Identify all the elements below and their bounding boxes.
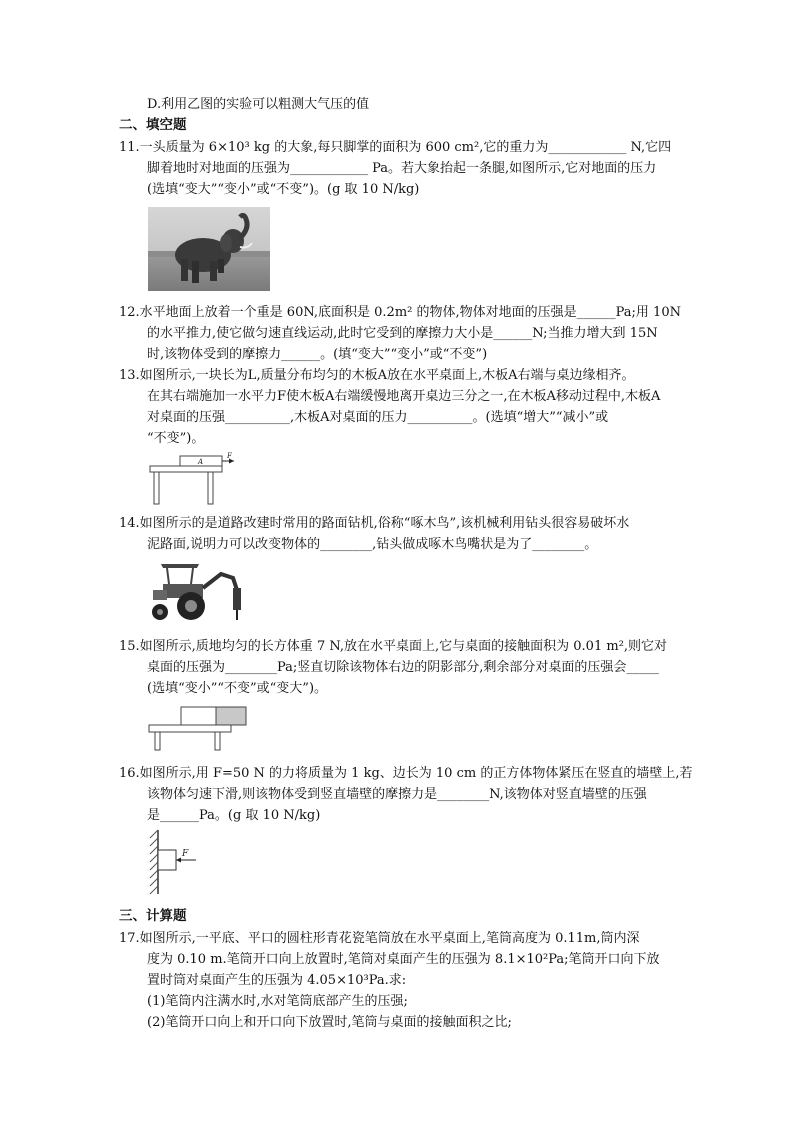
q17-sub1: (1)笔筒内注满水时,水对笔筒底部产生的压强;: [147, 994, 408, 1009]
q11-line3: (选填“变大”“变小”或“不变”)。(g 取 10 N/kg): [147, 182, 420, 197]
section-fill-in-title: 二、填空题: [119, 117, 187, 133]
q12-line1: 12.水平地面上放着一个重是 60N,底面积是 0.2m² 的物体,物体对地面的压强是______Pa;用 10N: [119, 305, 681, 320]
elephant-photo: [148, 207, 270, 291]
q14-line1: 14.如图所示的是道路改建时常用的路面钻机,俗称“啄木鸟”,该机械利用钻头很容易破坏水: [119, 516, 630, 531]
q15-line2: 桌面的压强为________Pa;竖直切除该物体右边的阴影部分,剩余部分对桌面的压强会_____: [147, 660, 659, 675]
force-f-label: F: [227, 452, 232, 460]
q15-line3: (选填“变小”“不变”或“变大”)。: [147, 681, 328, 696]
shaded-cut-part: [216, 707, 246, 725]
q11-line2: 脚着地时对地面的压强为____________ Pa。若大象抬起一条腿,如图所示,它对地面的压力: [147, 161, 657, 176]
board-a-label: A: [198, 458, 204, 466]
q17-line2: 度为 0.10 m.笔筒开口向上放置时,笔筒对桌面产生的压强为 8.1×10²Pa;笔筒开口向下放: [147, 952, 660, 967]
q13-line2: 在其右端施加一水平力F使木板A右端缓慢地离开桌边三分之一,在木板A移动过程中,木板A: [147, 389, 661, 404]
option-d: D.利用乙图的实验可以粗测大气压的值: [147, 97, 370, 112]
q16-line1: 16.如图所示,用 F=50 N 的力将质量为 1 kg、边长为 10 cm 的正方体物体紧压在竖直的墙壁上,若: [119, 766, 693, 781]
q14-line2: 泥路面,说明力可以改变物体的________,钻头做成啄木鸟嘴状是为了________。: [147, 537, 598, 552]
q12-line3: 时,该物体受到的摩擦力______。(填“变大”“变小”或“不变”): [147, 347, 488, 362]
q17-line1: 17.如图所示,一平底、平口的圆柱形青花瓷笔筒放在水平桌面上,笔筒高度为 0.11m,筒内深: [119, 931, 640, 946]
q13-board-table-figure: [148, 452, 244, 506]
force-f-label: F: [182, 849, 189, 859]
q16-line3: 是______Pa。(g 取 10 N/kg): [147, 808, 321, 823]
q13-line3: 对桌面的压强__________,木板A对桌面的压力__________。(选填“增大”“减小”或: [147, 410, 609, 425]
section-calc-title: 三、计算题: [119, 908, 187, 924]
q11-line1: 11.一头质量为 6×10³ kg 的大象,每只脚掌的面积为 600 cm²,它的重力为____________ N,它四: [119, 140, 672, 155]
q13-line4: “不变”)。: [147, 431, 205, 446]
q16-wall-block-figure: [146, 828, 202, 896]
road-drill-tractor-image: [147, 560, 251, 624]
q12-line2: 的水平推力,使它做匀速直线运动,此时它受到的摩擦力大小是______N;当推力增大到 15N: [147, 326, 658, 341]
q16-line2: 该物体匀速下滑,则该物体受到竖直墙壁的摩擦力是________N,该物体对竖直墙壁的压强: [147, 787, 647, 802]
q15-block-table-figure: [147, 705, 249, 753]
q15-line1: 15.如图所示,质地均匀的长方体重 7 N,放在水平桌面上,它与桌面的接触面积为 0.01 m²,则它对: [119, 639, 668, 654]
q17-sub2: (2)笔筒开口向上和开口向下放置时,笔筒与桌面的接触面积之比;: [147, 1015, 512, 1030]
q17-line3: 置时筒对桌面产生的压强为 4.05×10³Pa.求:: [147, 973, 407, 988]
q13-line1: 13.如图所示,一块长为L,质量分布均匀的木板A放在水平桌面上,木板A右端与桌边缘相齐。: [119, 368, 635, 383]
